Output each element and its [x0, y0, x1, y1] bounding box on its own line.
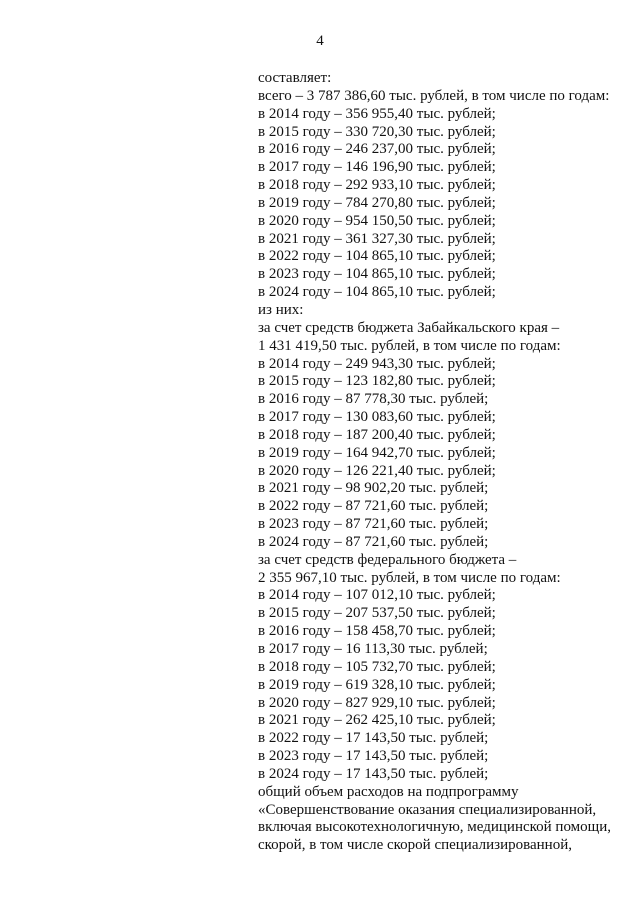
text-line: в 2023 году – 17 143,50 тыс. рублей; — [258, 748, 489, 765]
text-line: в 2022 году – 104 865,10 тыс. рублей; — [258, 248, 496, 265]
text-line: в 2021 году – 98 902,20 тыс. рублей; — [258, 480, 489, 497]
text-line: в 2015 году – 123 182,80 тыс. рублей; — [258, 373, 496, 390]
text-line: в 2014 году – 107 012,10 тыс. рублей; — [258, 587, 496, 604]
text-line: в 2020 году – 126 221,40 тыс. рублей; — [258, 462, 496, 479]
text-line: в 2018 году – 292 933,10 тыс. рублей; — [258, 177, 496, 194]
text-line: из них: — [258, 301, 304, 318]
text-line: в 2014 году – 356 955,40 тыс. рублей; — [258, 105, 496, 122]
text-line: за счет средств бюджета Забайкальского края – — [258, 319, 560, 336]
text-line: составляет: — [258, 70, 332, 86]
text-line: за счет средств федерального бюджета – — [258, 551, 517, 568]
text-line: в 2024 году – 104 865,10 тыс. рублей; — [258, 284, 496, 301]
text-line: в 2015 году – 330 720,30 тыс. рублей; — [258, 123, 496, 140]
text-line: «Совершенствование оказания специализированной, — [258, 801, 597, 818]
text-line: в 2016 году – 87 778,30 тыс. рублей; — [258, 391, 489, 408]
text-line: в 2021 году – 262 425,10 тыс. рублей; — [258, 712, 496, 729]
text-line: включая высокотехнологичную, медицинской помощи, — [258, 819, 611, 836]
text-line: в 2021 году – 361 327,30 тыс. рублей; — [258, 230, 496, 247]
text-line: в 2020 году – 954 150,50 тыс. рублей; — [258, 212, 496, 229]
text-line: в 2019 году – 784 270,80 тыс. рублей; — [258, 194, 496, 211]
text-line: в 2019 году – 619 328,10 тыс. рублей; — [258, 676, 496, 693]
text-line: в 2024 году – 17 143,50 тыс. рублей; — [258, 765, 489, 782]
text-line: в 2017 году – 146 196,90 тыс. рублей; — [258, 159, 496, 176]
text-line: в 2023 году – 104 865,10 тыс. рублей; — [258, 266, 496, 283]
text-line: всего – 3 787 386,60 тыс. рублей, в том числе по годам: — [258, 87, 610, 104]
text-line: в 2016 году – 158 458,70 тыс. рублей; — [258, 623, 496, 640]
text-line: в 2022 году – 87 721,60 тыс. рублей; — [258, 498, 489, 515]
text-line: в 2017 году – 130 083,60 тыс. рублей; — [258, 409, 496, 426]
text-line: в 2015 году – 207 537,50 тыс. рублей; — [258, 605, 496, 622]
text-line: 1 431 419,50 тыс. рублей, в том числе по годам: — [258, 337, 561, 354]
text-line: в 2023 году – 87 721,60 тыс. рублей; — [258, 516, 489, 533]
text-line: в 2019 году – 164 942,70 тыс. рублей; — [258, 444, 496, 461]
page-number: 4 — [316, 33, 324, 49]
text-line: в 2016 году – 246 237,00 тыс. рублей; — [258, 141, 496, 158]
text-line: в 2018 году – 187 200,40 тыс. рублей; — [258, 426, 496, 443]
text-line: в 2018 году – 105 732,70 тыс. рублей; — [258, 658, 496, 675]
document-text-block — [258, 70, 628, 855]
text-line: в 2017 году – 16 113,30 тыс. рублей; — [258, 641, 488, 657]
text-line: в 2014 году – 249 943,30 тыс. рублей; — [258, 355, 496, 372]
text-line: в 2020 году – 827 929,10 тыс. рублей; — [258, 694, 496, 711]
text-line: в 2024 году – 87 721,60 тыс. рублей; — [258, 533, 489, 550]
text-line: общий объем расходов на подпрограмму — [258, 783, 519, 800]
text-line: 2 355 967,10 тыс. рублей, в том числе по годам: — [258, 569, 561, 586]
text-line: скорой, в том числе скорой специализированной, — [258, 837, 572, 854]
text-line: в 2022 году – 17 143,50 тыс. рублей; — [258, 730, 489, 747]
